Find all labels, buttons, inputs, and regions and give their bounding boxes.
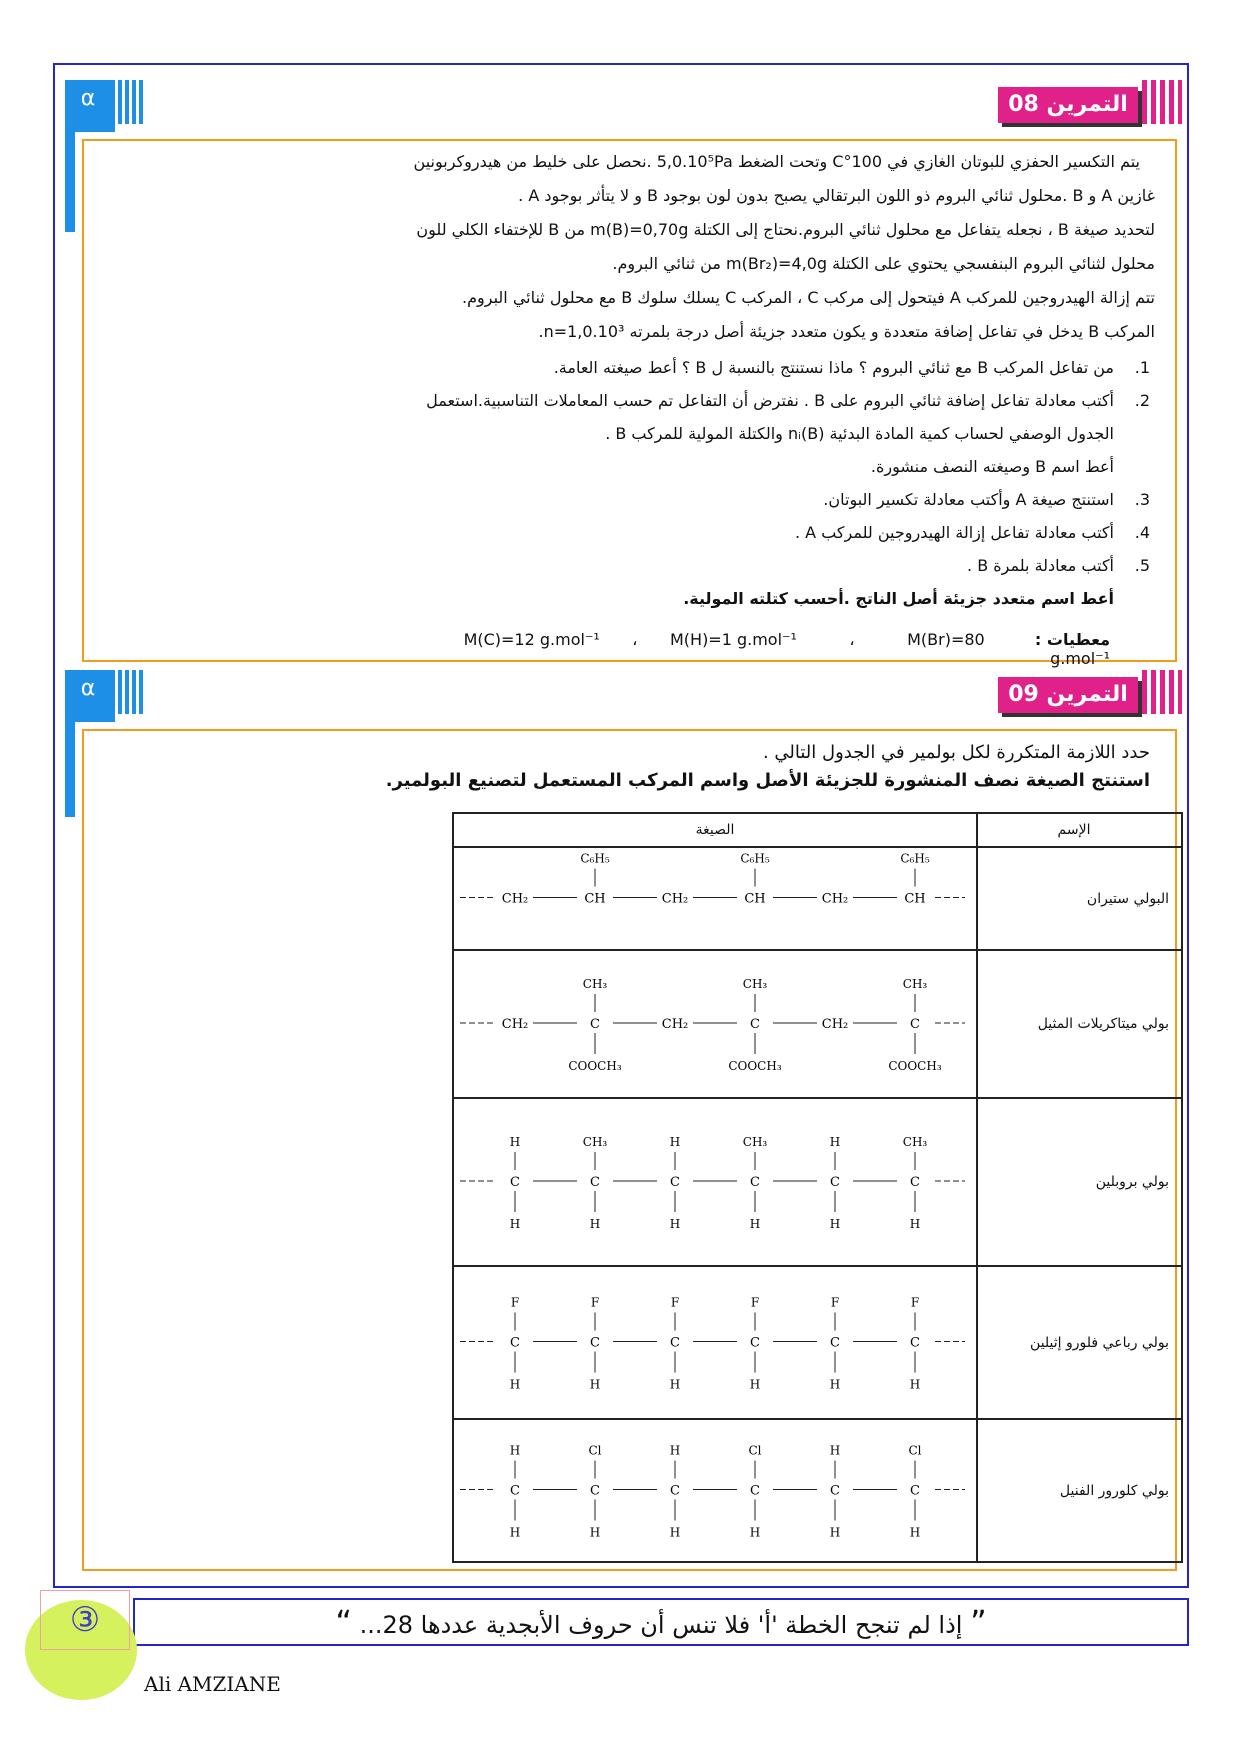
given-data: معطيات : M(C)=12 g.mol⁻¹ ، M(H)=1 g.mol⁻¹ ، M(Br)=80 g.mol⁻¹ [463, 630, 1110, 668]
bottom-substituent: H [589, 1377, 601, 1392]
alpha-badge-08: α [65, 80, 111, 122]
formula-column-header: الصيغة [453, 813, 977, 847]
top-substituent: H [669, 1443, 681, 1458]
chain-atom: CH₂ [821, 891, 849, 907]
polymer-name: البولي ستيران [977, 847, 1182, 950]
bottom-substituent: H [749, 1525, 761, 1540]
question-text: استنتج صيغة A وأكتب معادلة تكسير البوتان. [823, 490, 1114, 509]
question-number: 3. [1134, 490, 1150, 509]
bottom-substituent: H [909, 1217, 921, 1231]
top-substituent: F [510, 1295, 520, 1310]
bottom-substituent: H [509, 1217, 521, 1231]
question-number: 2. [1134, 391, 1150, 410]
top-substituent: H [509, 1443, 521, 1458]
top-substituent: Cl [908, 1443, 922, 1458]
top-substituent: CH₃ [742, 977, 768, 991]
exercise-08-intro-line: لتحديد صيغة B ، نجعله يتفاعل مع محلول ثنائي البروم.نحتاج إلى الكتلة m(B)=0,70g من B للإختفاء الكلي للون [416, 220, 1155, 239]
blue-bars-09 [111, 670, 145, 714]
bottom-substituent: H [589, 1525, 601, 1540]
blue-stripe-08 [65, 122, 75, 232]
bottom-substituent: H [669, 1217, 681, 1231]
exercise-08-intro-line: تتم إزالة الهيدروجين للمركب A فيتحول إلى مركب C ، المركب C يسلك سلوك B مع محلول ثنائي البروم. [462, 288, 1155, 307]
polymer-formula [453, 1419, 977, 1562]
bottom-substituent: H [909, 1525, 921, 1540]
exercise-08-question [871, 457, 1150, 476]
bottom-substituent: H [509, 1525, 521, 1540]
top-substituent: H [509, 1135, 521, 1149]
polymer-formula [453, 847, 977, 950]
top-substituent: CH₃ [902, 1135, 928, 1149]
polymer-formula [453, 1098, 977, 1266]
bottom-substituent: H [669, 1525, 681, 1540]
bottom-substituent: H [829, 1377, 841, 1392]
polymer-name: بولي ميتاكريلات المثيل [977, 950, 1182, 1098]
question-text: أكتب معادلة تفاعل إضافة ثنائي البروم على B . نفترض أن التفاعل تم حسب المعاملات التناسبية.استعمل [426, 391, 1114, 410]
top-substituent: C₆H₅ [900, 851, 930, 866]
top-substituent: H [829, 1443, 841, 1458]
top-substituent: H [669, 1135, 681, 1149]
chain-atom: CH₂ [501, 1017, 529, 1032]
chain-atom: C [910, 1335, 920, 1351]
pink-bars-09 [1142, 670, 1182, 714]
question-number: 1. [1134, 358, 1150, 377]
given-label: معطيات : [1034, 630, 1110, 649]
bottom-substituent: H [509, 1377, 521, 1392]
question-text: أكتب معادلة تفاعل إزالة الهيدروجين للمركب A . [795, 523, 1114, 542]
top-substituent: F [910, 1295, 920, 1310]
bottom-substituent: H [829, 1217, 841, 1231]
chain-atom: C [830, 1335, 840, 1351]
bottom-substituent: H [829, 1525, 841, 1540]
polymer-row [453, 1419, 1182, 1562]
question-text: أعط اسم متعدد جزيئة أصل الناتج .أحسب كتلته المولية. [683, 589, 1114, 608]
exercise-08-intro-line: غازين A و B .محلول ثنائي البروم ذو اللون البرتقالي يصبح بدون لون بوجود B و لا يتأثر بوجود A . [518, 186, 1155, 205]
polymer-name: بولي رباعي فلورو إثيلين [977, 1266, 1182, 1419]
chain-atom: C [670, 1483, 680, 1499]
top-substituent: H [829, 1135, 841, 1149]
chain-atom: C [590, 1335, 600, 1351]
pink-bars-08 [1142, 80, 1182, 124]
top-substituent: CH₃ [582, 977, 608, 991]
chain-atom: CH [904, 891, 926, 907]
given-mass-h: M(H)=1 g.mol⁻¹ [669, 630, 797, 649]
chain-atom: C [510, 1483, 520, 1499]
top-substituent: F [670, 1295, 680, 1310]
chain-atom: C [910, 1175, 920, 1190]
polymer-structure [455, 1268, 975, 1413]
polymer-table [452, 812, 1183, 1563]
blue-bars-08 [111, 80, 145, 124]
chain-atom: C [910, 1483, 920, 1499]
given-mass-br: M(Br)=80 g.mol⁻¹ [907, 630, 1110, 668]
chain-atom: C [590, 1483, 600, 1499]
chain-atom: C [590, 1017, 600, 1032]
polymer-row [453, 1098, 1182, 1266]
chain-atom: CH₂ [501, 891, 529, 907]
polymer-row [453, 1266, 1182, 1419]
question-text: أكتب معادلة بلمرة B . [967, 556, 1114, 575]
polymer-formula [453, 950, 977, 1098]
question-text: الجدول الوصفي لحساب كمية المادة البدئية nᵢ(B) والكتلة المولية للمركب B . [605, 424, 1114, 443]
polymer-name: بولي كلورور الفنيل [977, 1419, 1182, 1562]
chain-atom: C [670, 1335, 680, 1351]
chain-atom: C [510, 1175, 520, 1190]
bottom-substituent: COOCH₃ [888, 1059, 942, 1073]
blue-hstripe-08 [65, 122, 115, 132]
exercise-08-intro-line: محلول لثنائي البروم البنفسجي يحتوي على الكتلة m(Br₂)=4,0g من ثنائي البروم. [612, 254, 1155, 273]
blue-hstripe-09 [65, 712, 115, 722]
exercise-08-title: التمرين 08 [998, 87, 1138, 123]
exercise-08-question [554, 358, 1150, 377]
close-quote: “ [335, 1603, 352, 1641]
chain-atom: CH₂ [661, 1017, 689, 1032]
exercise-08-intro-line: يتم التكسير الحفزي للبوتان الغازي في 100°C وتحت الضغط 5,0.10⁵Pa .نحصل على خليط من هيدروكربونين [413, 152, 1140, 171]
exercise-08-question [795, 523, 1150, 542]
bottom-substituent: H [749, 1377, 761, 1392]
bottom-substituent: H [589, 1217, 601, 1231]
blue-stripe-09 [65, 712, 75, 817]
chain-atom: CH [584, 891, 606, 907]
top-substituent: CH₃ [902, 977, 928, 991]
polymer-structure [455, 952, 975, 1092]
polymer-row [453, 847, 1182, 950]
chain-atom: CH [744, 891, 766, 907]
question-number: 5. [1134, 556, 1150, 575]
chain-atom: C [750, 1483, 760, 1499]
bottom-substituent: H [669, 1377, 681, 1392]
exercise-08-question [605, 424, 1150, 443]
exercise-08-question [967, 556, 1150, 575]
bottom-substituent: H [749, 1217, 761, 1231]
chain-atom: C [750, 1175, 760, 1190]
top-substituent: C₆H₅ [580, 851, 610, 866]
footer-quote: إذا لم تنجح الخطة 'أ' فلا تنس أن حروف الأبجدية عددها 28... [359, 1611, 963, 1639]
chain-atom: CH₂ [661, 891, 689, 907]
top-substituent: F [830, 1295, 840, 1310]
exercise-09-instruction-1: حدد اللازمة المتكررة لكل بولمير في الجدول التالي . [762, 742, 1150, 763]
top-substituent: CH₃ [742, 1135, 768, 1149]
chain-atom: C [750, 1335, 760, 1351]
polymer-formula [453, 1266, 977, 1419]
polymer-structure [455, 849, 975, 944]
bottom-substituent: COOCH₃ [728, 1059, 782, 1073]
chain-atom: C [830, 1483, 840, 1499]
exercise-08-question [426, 391, 1150, 410]
chain-atom: CH₂ [821, 1017, 849, 1032]
chain-atom: C [830, 1175, 840, 1190]
chain-atom: C [590, 1175, 600, 1190]
top-substituent: C₆H₅ [740, 851, 770, 866]
top-substituent: F [750, 1295, 760, 1310]
polymer-name: بولي بروبلين [977, 1098, 1182, 1266]
exercise-09-title: التمرين 09 [998, 677, 1138, 713]
exercise-09-instruction-2: استنتج الصيغة نصف المنشورة للجزيئة الأصل واسم المركب المستعمل لتصنيع البولمير. [385, 770, 1150, 791]
bottom-substituent: H [909, 1377, 921, 1392]
question-text: من تفاعل المركب B مع ثنائي البروم ؟ ماذا نستنتج بالنسبة ل B ؟ أعط صيغته العامة. [553, 358, 1114, 377]
chain-atom: C [750, 1017, 760, 1032]
polymer-row [453, 950, 1182, 1098]
exercise-08-question [683, 589, 1150, 608]
polymer-structure [455, 1421, 975, 1556]
top-substituent: Cl [588, 1443, 602, 1458]
given-mass-c: M(C)=12 g.mol⁻¹ [463, 630, 600, 649]
top-substituent: CH₃ [582, 1135, 608, 1149]
open-quote: ” [970, 1603, 987, 1641]
quote-box [133, 1598, 1189, 1646]
question-text: أعط اسم B وصيغته النصف منشورة. [870, 457, 1114, 476]
page-number: ③ [40, 1590, 130, 1650]
alpha-badge-09: α [65, 670, 111, 712]
chain-atom: C [910, 1017, 920, 1032]
question-number: 4. [1134, 523, 1150, 542]
exercise-08-question [823, 490, 1150, 509]
bottom-substituent: COOCH₃ [568, 1059, 622, 1073]
top-substituent: Cl [748, 1443, 762, 1458]
author-name: Ali AMZIANE [144, 1672, 281, 1696]
polymer-structure [455, 1100, 975, 1260]
top-substituent: F [590, 1295, 600, 1310]
name-column-header: الإسم [977, 813, 1182, 847]
exercise-08-intro-line: المركب B يدخل في تفاعل إضافة متعددة و يكون متعدد جزيئة أصل درجة بلمرته n=1,0.10³. [538, 322, 1155, 341]
chain-atom: C [510, 1335, 520, 1351]
chain-atom: C [670, 1175, 680, 1190]
